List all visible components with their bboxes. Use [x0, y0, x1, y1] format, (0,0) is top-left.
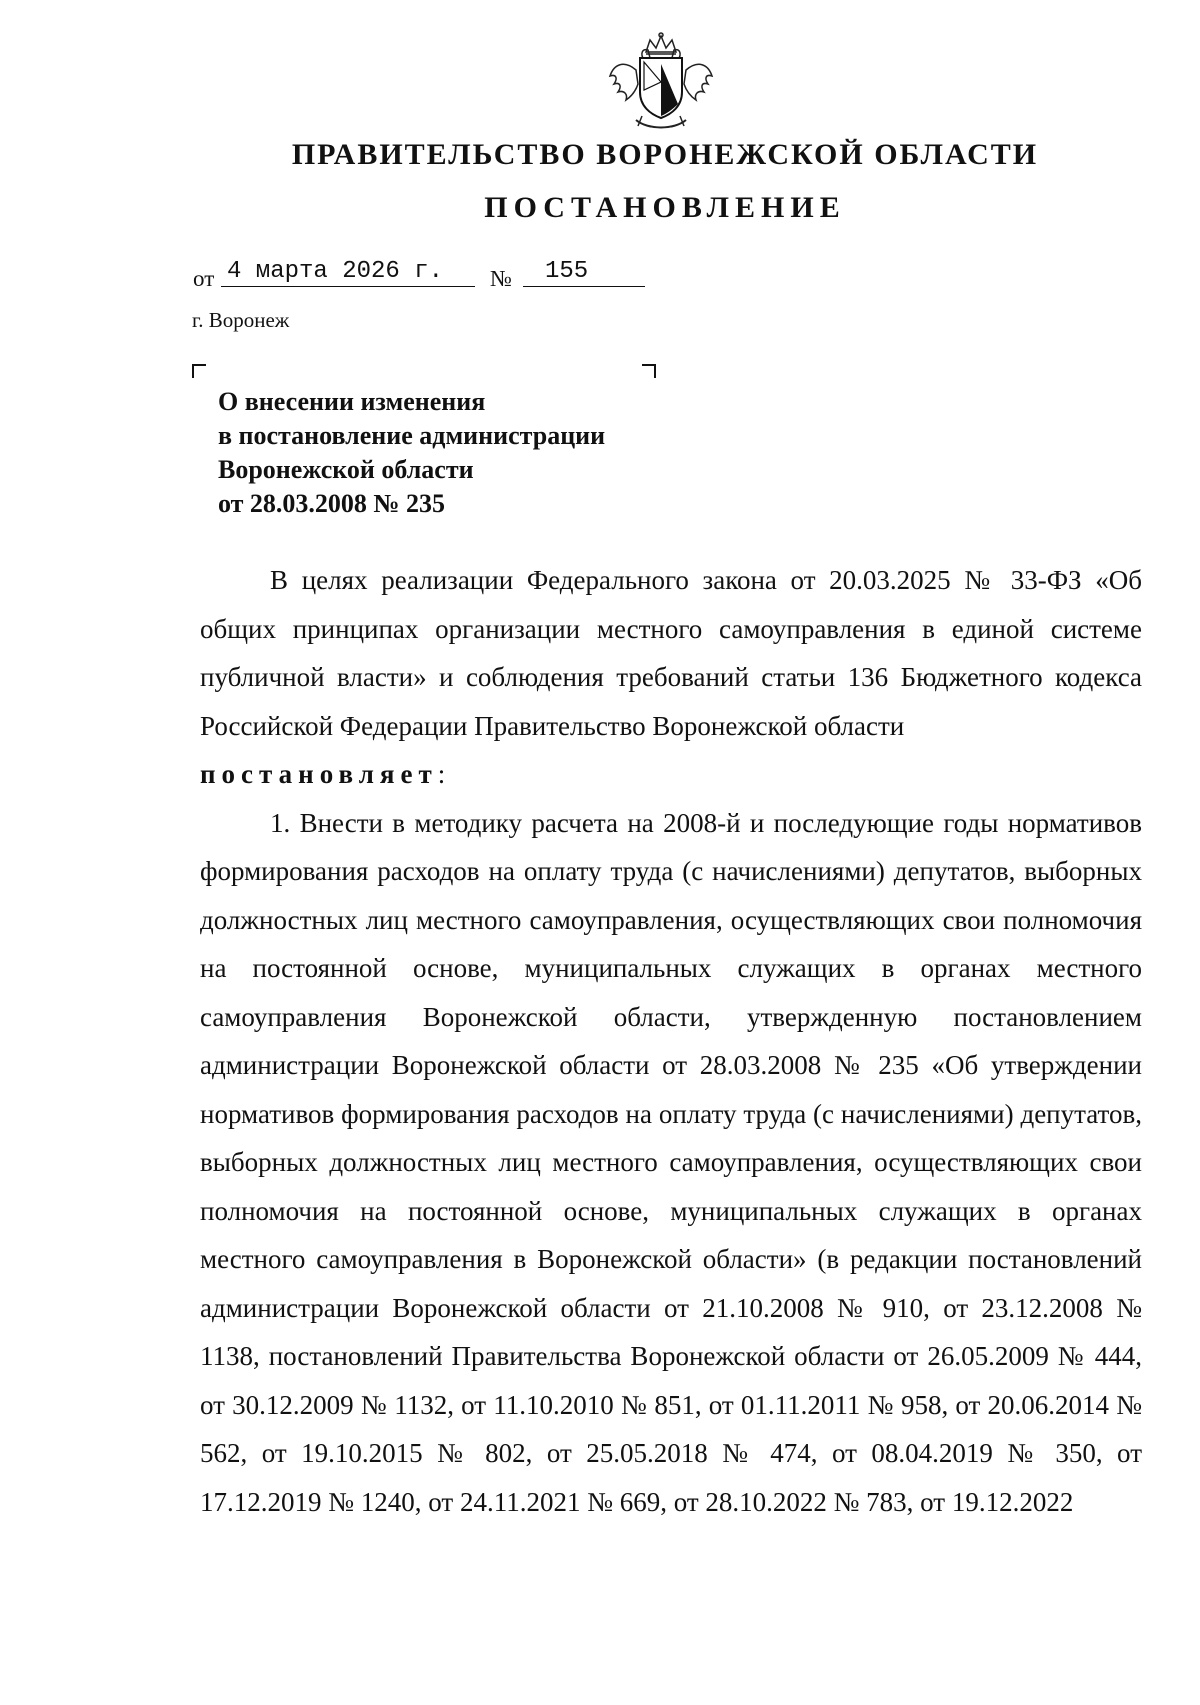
crown-icon [646, 33, 676, 54]
item-1-paragraph: 1. Внести в методику расчета на 2008-й и последующие годы нормативов формирования расходов на оплату труда (с начислениями) депутатов, выборных должностных лиц местного самоуправления, осуществляющих свои полномочия на постоянной основе, муниципальных служащих в органах местного самоуправления Воронежской области, утвержденную постановлением администрации Воронежской области от 28.03.2008 № 235 «Об утверждении нормативов формирования расходов на оплату труда (с начислениями) депутатов, выборных должностных лиц местного самоуправления, осуществляющих свои полномочия на постоянной основе, муниципальных служащих в органах местного самоуправления в Воронежской области» (в редакции постановлений администрации Воронежской области от 21.10.2008 № 910, от 23.12.2008 № 1138, постановлений Правительства Воронежской области от 26.05.2009 № 444, от 30.12.2009 № 1132, от 11.10.2010 № 851, от 01.11.2011 № 958, от 20.06.2014 № 562, от 19.10.2015 № 802, от 25.05.2018 № 474, от 08.04.2019 № 350, от 17.12.2019 № 1240, от 24.11.2021 № 669, от 28.10.2022 № 783, от 19.12.2022 [200, 807, 1142, 1517]
subject-line: Воронежской области [218, 455, 474, 484]
document-number: 155 [523, 258, 645, 287]
subject-line: от 28.03.2008 № 235 [218, 489, 446, 518]
resolves-word: постановляет [200, 759, 438, 789]
number-prefix: № [490, 266, 512, 291]
document-type-title: ПОСТАНОВЛЕНИЕ [484, 191, 846, 224]
date-number-line [193, 258, 673, 292]
resolves-colon: : [437, 759, 446, 789]
organization-title: ПРАВИТЕЛЬСТВО ВОРОНЕЖСКОЙ ОБЛАСТИ [291, 138, 1039, 171]
left-wing-icon [610, 64, 638, 100]
bracket-corner-left [192, 364, 206, 378]
date-prefix: от [193, 266, 215, 291]
resolves-line [200, 750, 1142, 799]
subject-line: О внесении изменения [218, 387, 486, 416]
shield-icon [640, 58, 682, 118]
bracket-corner-right [642, 364, 656, 378]
document-date: 4 марта 2026 г. [221, 258, 475, 287]
right-wing-icon [684, 64, 712, 100]
subject-line: в постановление администрации [218, 421, 606, 450]
document-subject [218, 385, 605, 521]
preamble-paragraph: В целях реализации Федерального закона от 20.03.2025 № 33-ФЗ «Об общих принципах организации местного самоуправления в единой системе публичной власти» и соблюдения требований статьи 136 Бюджетного кодекса Российской Федерации Правительство Воронежской области [200, 565, 1142, 741]
city-name: г. Воронеж [192, 308, 290, 332]
document-body [200, 556, 1142, 1526]
coat-of-arms-emblem [606, 30, 716, 136]
